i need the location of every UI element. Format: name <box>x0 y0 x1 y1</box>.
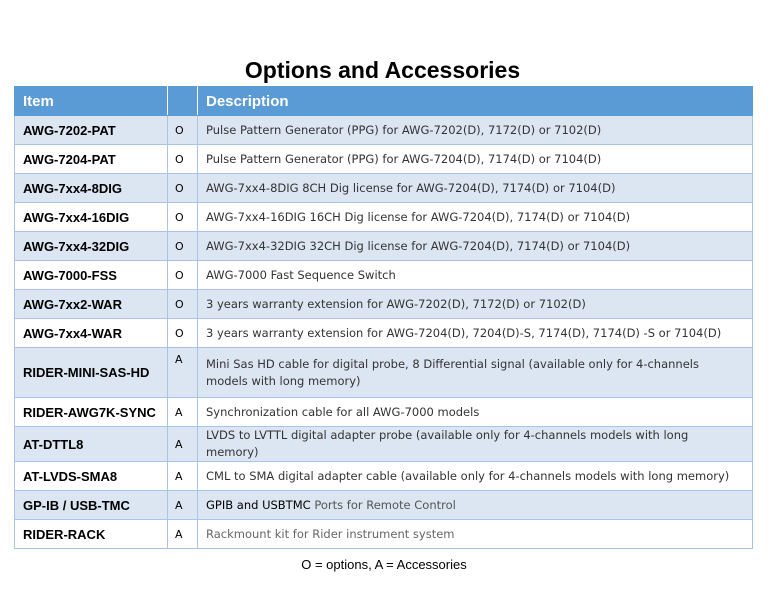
row-item: GP-IB / USB-TMC <box>15 491 168 520</box>
table-row <box>15 398 753 427</box>
row-description: Mini Sas HD cable for digital probe, 8 Differential signal (available only for 4-channels models with long memory) <box>198 348 753 398</box>
table-row <box>15 319 753 348</box>
table-row <box>15 427 753 462</box>
table-row <box>15 232 753 261</box>
header-type <box>168 87 198 116</box>
row-type: A <box>168 398 198 427</box>
table-header-row <box>15 87 753 116</box>
table-row <box>15 261 753 290</box>
table-row <box>15 145 753 174</box>
row-item: AWG-7xx4-32DIG <box>15 232 168 261</box>
row-description: Synchronization cable for all AWG-7000 models <box>198 398 753 427</box>
row-type: O <box>168 319 198 348</box>
row-item: RIDER-MINI-SAS-HD <box>15 348 168 398</box>
row-type: O <box>168 290 198 319</box>
row-item: RIDER-RACK <box>15 520 168 549</box>
row-type: A <box>168 462 198 491</box>
row-item: AWG-7204-PAT <box>15 145 168 174</box>
table-row <box>15 462 753 491</box>
row-description: AWG-7xx4-16DIG 16CH Dig license for AWG-7204(D), 7174(D) or 7104(D) <box>198 203 753 232</box>
row-item: AWG-7xx2-WAR <box>15 290 168 319</box>
table-row <box>15 174 753 203</box>
table-row <box>15 290 753 319</box>
row-item: AWG-7xx4-8DIG <box>15 174 168 203</box>
row-type: O <box>168 116 198 145</box>
row-item: AWG-7000-FSS <box>15 261 168 290</box>
row-item: AWG-7xx4-WAR <box>15 319 168 348</box>
legend-footnote: O = options, A = Accessories <box>301 557 467 572</box>
row-type: O <box>168 174 198 203</box>
row-description: AWG-7xx4-8DIG 8CH Dig license for AWG-7204(D), 7174(D) or 7104(D) <box>198 174 753 203</box>
row-description-strong: GPIB and USBTMC <box>206 497 311 512</box>
row-type: O <box>168 203 198 232</box>
row-description: Pulse Pattern Generator (PPG) for AWG-7202(D), 7172(D) or 7102(D) <box>198 116 753 145</box>
row-item: AWG-7xx4-16DIG <box>15 203 168 232</box>
row-type: A <box>168 520 198 549</box>
row-item: AT-LVDS-SMA8 <box>15 462 168 491</box>
row-description: CML to SMA digital adapter cable (available only for 4-channels models with long memory) <box>198 462 753 491</box>
row-type: O <box>168 145 198 174</box>
row-type: O <box>168 261 198 290</box>
page-title: Options and Accessories <box>244 57 521 83</box>
table-row <box>15 520 753 549</box>
table-row <box>15 491 753 520</box>
row-description: 3 years warranty extension for AWG-7202(D), 7172(D) or 7102(D) <box>198 290 753 319</box>
row-item: RIDER-AWG7K-SYNC <box>15 398 168 427</box>
table-row <box>15 203 753 232</box>
row-description: 3 years warranty extension for AWG-7204(D), 7204(D)-S, 7174(D), 7174(D) -S or 7104(D) <box>198 319 753 348</box>
table-row <box>15 348 753 398</box>
row-type: O <box>168 232 198 261</box>
row-description: LVDS to LVTTL digital adapter probe (available only for 4-channels models with long memory) <box>198 427 753 462</box>
row-description: AWG-7xx4-32DIG 32CH Dig license for AWG-7204(D), 7174(D) or 7104(D) <box>198 232 753 261</box>
row-description: AWG-7000 Fast Sequence Switch <box>198 261 753 290</box>
row-item: AT-DTTL8 <box>15 427 168 462</box>
options-table <box>14 86 753 549</box>
header-item: Item <box>15 87 168 116</box>
row-description <box>198 491 753 520</box>
row-description-rest: Ports for Remote Control <box>310 497 456 512</box>
row-type: A <box>168 348 198 398</box>
row-item: AWG-7202-PAT <box>15 116 168 145</box>
table-row <box>15 116 753 145</box>
header-description: Description <box>198 87 753 116</box>
row-type: A <box>168 491 198 520</box>
row-description: Pulse Pattern Generator (PPG) for AWG-7204(D), 7174(D) or 7104(D) <box>198 145 753 174</box>
row-type: A <box>168 427 198 462</box>
row-description: Rackmount kit for Rider instrument system <box>198 520 753 549</box>
